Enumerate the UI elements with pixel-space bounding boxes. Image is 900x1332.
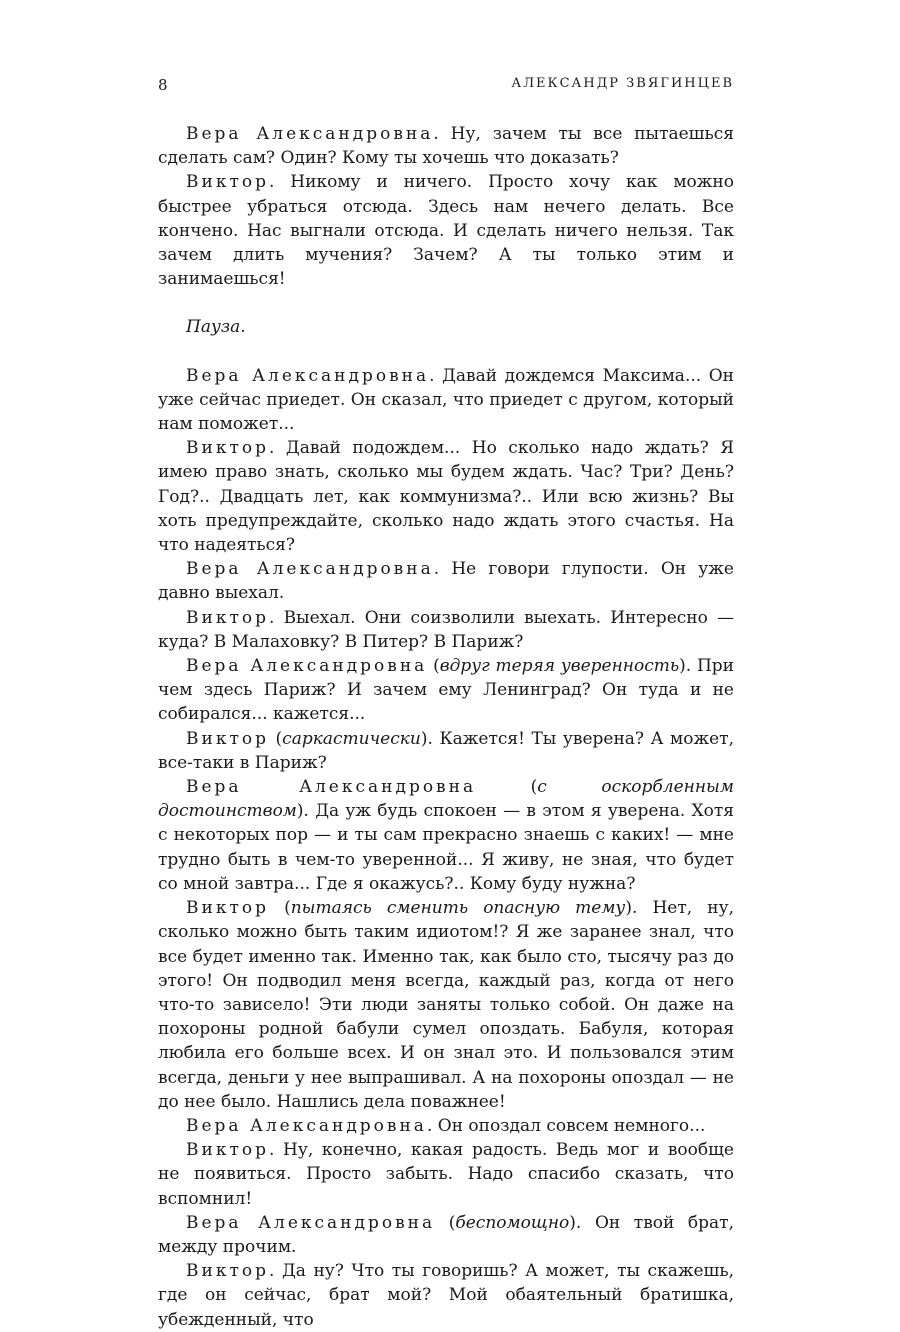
- speech-text: Не говори глупости. Он уже давно выехал.: [158, 559, 734, 604]
- speaker-name: Вера Александровна: [186, 365, 430, 386]
- stage-direction: саркастически: [282, 728, 421, 749]
- speech-line: Виктор (саркастически). Кажется! Ты уверена? А может, все-таки в Париж?: [158, 728, 734, 773]
- speaker-name: Виктор: [186, 607, 269, 628]
- speech-text: Давай дождемся Максима... Он уже сейчас приедет. Он сказал, что приедет с другом, который нам поможет...: [158, 365, 734, 435]
- running-head: [158, 76, 734, 98]
- stage-direction: вдруг теряя уверенность: [439, 656, 680, 677]
- speech-text: Да уж будь спокоен — в этом я уверена. Хотя с некоторых пор — и ты сам прекрасно знаешь с каких! — мне трудно быть в чем-то уверенной... Я живу, не зная, что будет со мной завтра... Где я окажусь?.. Кому буду нужна?: [158, 801, 734, 894]
- speaker-name: Вера Александровна: [186, 559, 434, 580]
- speech-text: Ну, зачем ты все пытаешься сделать сам? Один? Кому ты хочешь что доказать?: [158, 124, 734, 169]
- page-number: 8: [158, 76, 168, 94]
- speech-line: Виктор. Никому и ничего. Просто хочу как можно быстрее убраться отсюда. Здесь нам нечего делать. Все кончено. Нас выгнали отсюда. И сделать ничего нельзя. Так зачем длить мучения? Зачем? А ты только этим и занимаешься!: [158, 172, 734, 290]
- speech-line: Виктор. Давай подождем... Но сколько надо ждать? Я имею право знать, сколько мы будем ждать. Час? Три? День? Год?.. Двадцать лет, как коммунизма?.. Или всю жизнь? Вы хоть предупреждайте, сколько надо ждать этого счастья. На что надеяться?: [158, 438, 734, 556]
- speaker-name: Вера Александровна: [186, 777, 477, 798]
- stage-direction-pause: Пауза.: [186, 317, 246, 338]
- speech-line: Виктор (пытаясь сменить опасную тему). Нет, ну, сколько можно быть таким идиотом!? Я же заранее знал, что все будет именно так. Именно так, как было сто, тысячу раз до этого! Он подводил меня всегда, каждый раз, когда от него что-то зависело! Эти люди заняты только собой. Он даже на похороны родной бабули сумел опоздать. Бабуля, которая любила его больше всех. И он знал это. И пользовался этим всегда, деньги у нее выпрашивал. А на похороны опоздал — не до нее было. Нашлись дела поважнее!: [158, 898, 734, 1112]
- speech-text: Да ну? Что ты говоришь? А может, ты скажешь, где он сейчас, брат мой? Мой обаятельный братишка, убежденный, что: [158, 1261, 734, 1330]
- speaker-name: Вера Александровна: [186, 1212, 436, 1233]
- stage-direction: с оскорбленным достоинством: [158, 777, 734, 822]
- speech-text: Нет, ну, сколько можно быть таким идиотом!? Я же заранее знал, что все будет именно так. Именно так, как было сто, тысячу раз до этого! Он подводил меня всегда, каждый раз, когда от него что-то зависело! Эти люди заняты только собой. Он даже на похороны родной бабули сумел опоздать. Бабуля, которая любила его больше всех. И он знал это. И пользовался этим всегда, деньги у нее выпрашивал. А на похороны опоздал — не до нее было. Нашлись дела поважнее!: [158, 898, 734, 1112]
- speaker-name: Виктор: [186, 438, 269, 459]
- speech-line: Вера Александровна. Он опоздал совсем немного...: [186, 1115, 706, 1136]
- speech-line: Вера Александровна (вдруг теряя уверенность). При чем здесь Париж? И зачем ему Ленинград? Он туда и не собирался... кажется...: [158, 656, 734, 725]
- speech-text: Выехал. Они соизволили выехать. Интересно — куда? В Малаховку? В Питер? В Париж?: [158, 607, 735, 652]
- speaker-name: Виктор: [186, 728, 269, 749]
- speech-line: Виктор. Выехал. Они соизволили выехать. Интересно — куда? В Малаховку? В Питер? В Париж?: [158, 607, 735, 652]
- speech-line: Виктор. Да ну? Что ты говоришь? А может, ты скажешь, где он сейчас, брат мой? Мой обаятельный братишка, убежденный, что: [158, 1261, 734, 1330]
- speech-text: Он твой брат, между прочим.: [158, 1212, 734, 1257]
- speaker-name: Виктор: [186, 172, 269, 193]
- speech-line: Вера Александровна (с оскорбленным достоинством). Да уж будь спокоен — в этом я уверена. Хотя с некоторых пор — и ты сам прекрасно знаешь с каких! — мне трудно быть в чем-то уверенной... Я живу, не зная, что будет со мной завтра... Где я окажусь?.. Кому буду нужна?: [158, 777, 734, 894]
- running-title: АЛЕКСАНДР ЗВЯГИНЦЕВ: [511, 76, 734, 91]
- speech-text: При чем здесь Париж? И зачем ему Ленинград? Он туда и не собирался... кажется...: [158, 656, 734, 725]
- speaker-name: Виктор: [186, 898, 269, 919]
- speech-line: Вера Александровна. Давай дождемся Максима... Он уже сейчас приедет. Он сказал, что приедет с другом, который нам поможет...: [158, 365, 734, 435]
- speech-line: Вера Александровна (беспомощно). Он твой брат, между прочим.: [158, 1212, 734, 1257]
- speaker-name: Виктор: [186, 1261, 269, 1282]
- speaker-name: Вера Александровна: [186, 124, 434, 144]
- speech-line: Вера Александровна. Ну, зачем ты все пытаешься сделать сам? Один? Кому ты хочешь что доказать?: [158, 124, 734, 169]
- speaker-name: Виктор: [186, 1140, 269, 1161]
- speech-text: Он опоздал совсем немного...: [437, 1115, 706, 1136]
- speech-text: Кажется! Ты уверена? А может, все-таки в Париж?: [158, 728, 734, 773]
- speech-line: Вера Александровна. Не говори глупости. Он уже давно выехал.: [158, 559, 734, 604]
- stage-direction: беспомощно: [455, 1212, 570, 1233]
- speech-line: Виктор. Ну, конечно, какая радость. Ведь мог и вообще не появиться. Просто забыть. Надо спасибо сказать, что вспомнил!: [158, 1140, 734, 1209]
- speech-text: Давай подождем... Но сколько надо ждать? Я имею право знать, сколько мы будем ждать. Час? Три? День? Год?.. Двадцать лет, как коммунизма?.. Или всю жизнь? Вы хоть предупреждайте, сколько надо ждать этого счастья. На что надеяться?: [158, 438, 734, 556]
- stage-direction: пытаясь сменить опасную тему: [290, 898, 626, 919]
- speech-text: Ну, конечно, какая радость. Ведь мог и вообще не появиться. Просто забыть. Надо спасибо сказать, что вспомнил!: [158, 1140, 734, 1209]
- speaker-name: Вера Александровна: [186, 656, 428, 677]
- speech-text: Никому и ничего. Просто хочу как можно быстрее убраться отсюда. Здесь нам нечего делать. Все кончено. Нас выгнали отсюда. И сделать ничего нельзя. Так зачем длить мучения? Зачем? А ты только этим и занимаешься!: [158, 172, 734, 290]
- play-text: [158, 122, 734, 1332]
- book-page: [158, 0, 735, 1330]
- speaker-name: Вера Александровна: [186, 1115, 427, 1136]
